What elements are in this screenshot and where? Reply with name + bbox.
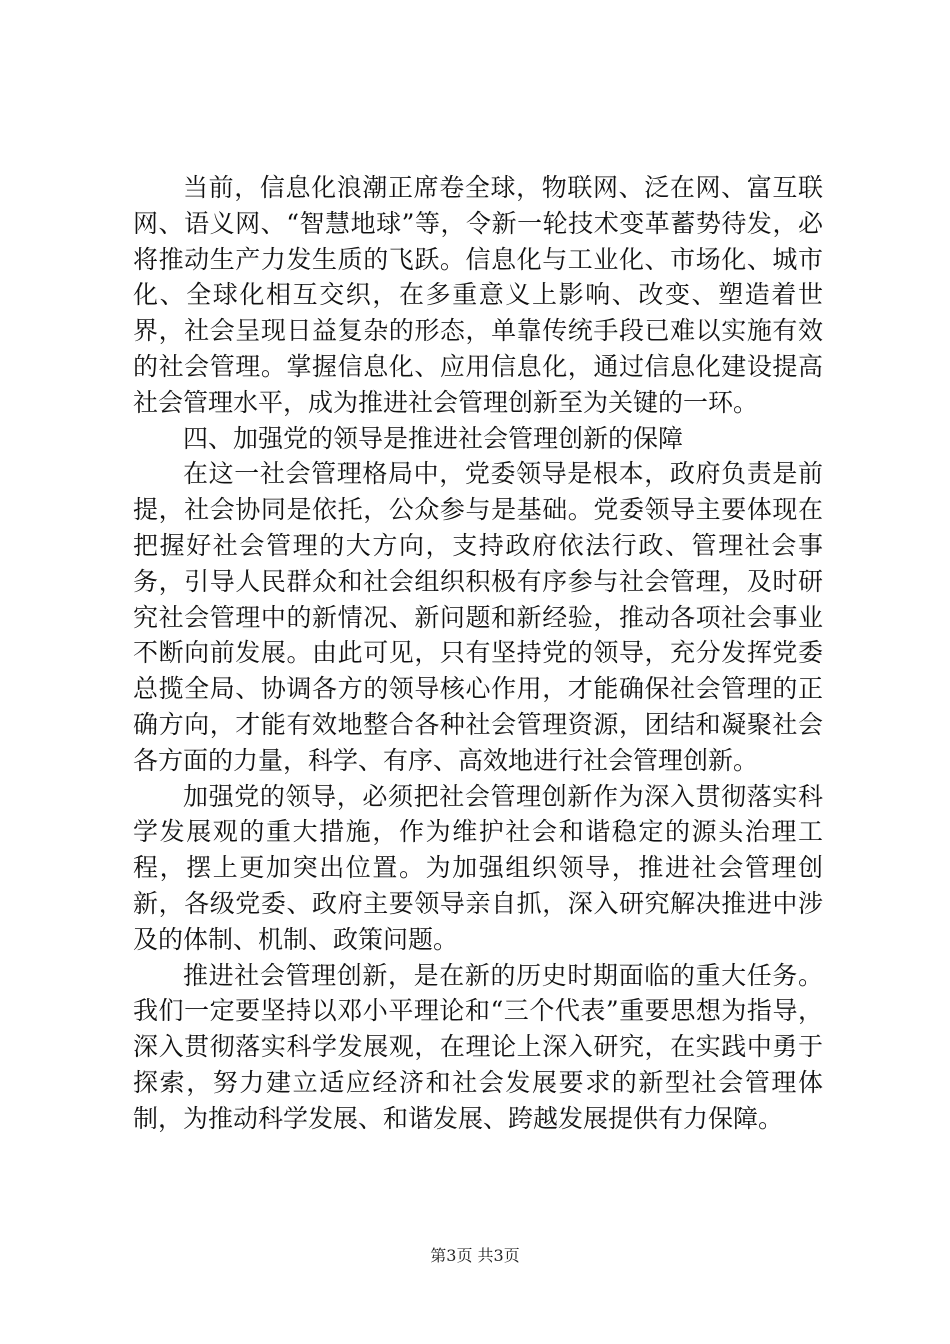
- paragraph-informatization: 当前，信息化浪潮正席卷全球，物联网、泛在网、富互联网、语义网、“智慧地球”等，令新一轮技术变革蓄势待发，必将推动生产力发生质的飞跃。信息化与工业化、市场化、城市化、全球化相互交织，在多重意义上影响、改变、塑造着世界，社会呈现日益复杂的形态，单靠传统手段已难以实施有效的社会管理。掌握信息化、应用信息化，通过信息化建设提高社会管理水平，成为推进社会管理创新至为关键的一环。: [133, 173, 823, 417]
- paragraph-conclusion: 推进社会管理创新，是在新的历史时期面临的重大任务。我们一定要坚持以邓小平理论和“三个代表”重要思想为指导，深入贯彻落实科学发展观，在理论上深入研究，在实践中勇于探索，努力建立适应经济和社会发展要求的新型社会管理体制，为推动科学发展、和谐发展、跨越发展提供有力保障。: [133, 960, 823, 1133]
- document-body: [133, 170, 823, 1137]
- page-footer: [0, 1246, 950, 1266]
- section-heading-party-leadership: 四、加强党的领导是推进社会管理创新的保障: [183, 423, 684, 453]
- paragraph-management-pattern: 在这一社会管理格局中，党委领导是根本，政府负责是前提，社会协同是依托，公众参与是基础。党委领导主要体现在把握好社会管理的大方向，支持政府依法行政、管理社会事务，引导人民群众和社会组织积极有序参与社会管理，及时研究社会管理中的新情况、新问题和新经验，推动各项社会事业不断向前发展。由此可见，只有坚持党的领导，充分发挥党委总揽全局、协调各方的领导核心作用，才能确保社会管理的正确方向，才能有效地整合各种社会管理资源，团结和凝聚社会各方面的力量，科学、有序、高效地进行社会管理创新。: [133, 459, 823, 775]
- paragraph-strengthen-leadership: 加强党的领导，必须把社会管理创新作为深入贯彻落实科学发展观的重大措施，作为维护社会和谐稳定的源头治理工程，摆上更加突出位置。为加强组织领导，推进社会管理创新，各级党委、政府主要领导亲自抓，深入研究解决推进中涉及的体制、机制、政策问题。: [133, 781, 823, 954]
- page-total: 共3页: [477, 1246, 520, 1265]
- page-number: 第3页: [430, 1246, 473, 1265]
